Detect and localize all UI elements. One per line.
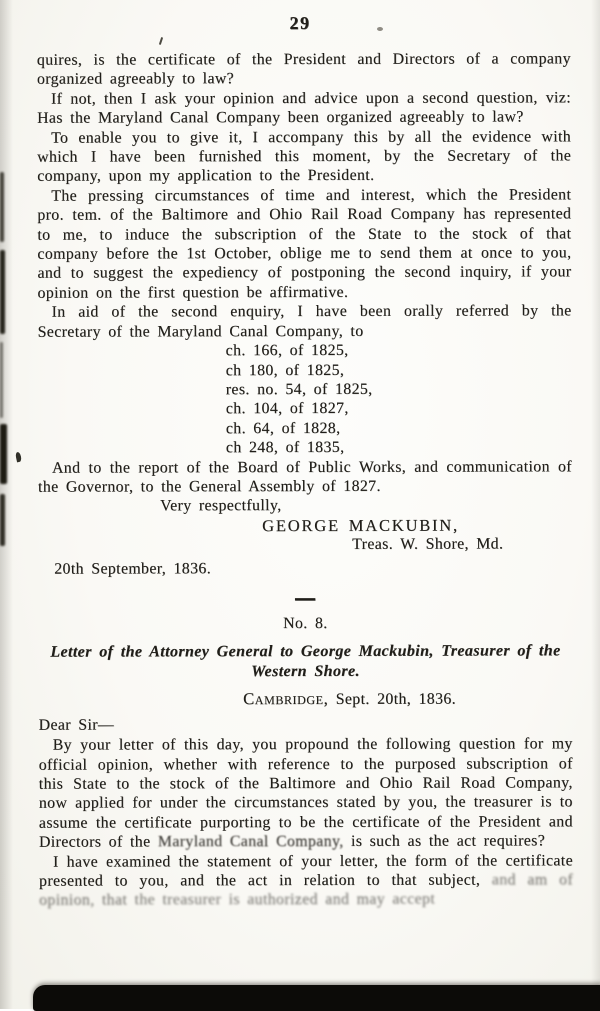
valediction: Very respectfully, xyxy=(160,497,282,515)
dateline xyxy=(83,689,600,711)
signature: GEORGE MACKUBIN, xyxy=(262,515,459,535)
scan-artifact-left-3 xyxy=(0,342,3,418)
paragraph: In aid of the second enquiry, I have been orally referred by the Secretary of the Maryland Canal Company, to xyxy=(37,302,572,341)
scan-artifact-left-5 xyxy=(0,494,5,546)
dateline-place: Cambridge, xyxy=(243,689,329,709)
page-number: 29 xyxy=(289,13,311,33)
smudged-text: Maryland Canal Company, xyxy=(157,833,344,851)
citation-line: ch. 104, of 1827, xyxy=(225,400,349,418)
citation-line: ch 248, of 1835, xyxy=(225,439,345,457)
section-divider: — xyxy=(295,578,316,616)
paragraph: And to the report of the Board of Public Works, and communication of the Governor, to the General Assembly of 1827. xyxy=(37,457,572,496)
citation-line: ch. 166, of 1825, xyxy=(225,341,349,360)
citation-line: ch 180, of 1825, xyxy=(225,361,345,379)
ink-speck xyxy=(159,37,163,45)
paragraph-text: is such as the act requires? xyxy=(350,832,546,851)
paragraph: quires, is the certificate of the President and Directors of a company organized agreeably to law? xyxy=(36,50,571,89)
paragraph: To enable you to give it, I accompany this by all the evidence with which I have been furnished this moment, by the Secretary of the company, upon my application to the President. xyxy=(37,127,572,186)
ink-speck xyxy=(377,27,383,31)
section-number: No. 8. xyxy=(283,614,328,633)
citation-line: ch. 64, of 1828, xyxy=(225,419,341,437)
scan-artifact-bottom-bar xyxy=(33,985,600,1011)
section-title: Letter of the Attorney General to George Mackubin, Treasurer of the Western Shore. xyxy=(50,642,561,681)
dateline-date: Sept. 20th, 1836. xyxy=(335,690,457,709)
paragraph-text: I have examined the statement of your letter, the form of the certificate presented to you, and the act in relation to that subject, xyxy=(39,851,574,890)
scan-artifact-left-2 xyxy=(0,250,5,334)
scan-artifact-left-1 xyxy=(0,172,4,242)
faded-text: and am of opinion, that the treasurer is authorized and may accept xyxy=(39,871,574,910)
letter-date: 20th September, 1836. xyxy=(54,559,212,578)
paragraph: The pressing circumstances of time and interest, which the President pro. tem. of the Baltimore and Ohio Rail Road Company has represented to me, to induce the subscription of the State to the stock of that company before the 1st October, oblige me to send them at once to you, and to suggest the expediency of postponing the second inquiry, if your opinion on the first question be affirmative. xyxy=(37,186,572,302)
ink-blot-artifact xyxy=(15,452,22,463)
paragraph xyxy=(39,851,573,911)
scan-artifact-left-4 xyxy=(0,424,7,484)
signature-title: Treas. W. Shore, Md. xyxy=(352,535,504,554)
paragraph-text: By your letter of this day, you propound the following question for my official opinion, whether with reference to the purposed subscription of this State to the stock of the Baltimore and Ohio Rail Road Company, now applied for under the circumstances stated by you, the treasurer is to assume the certificate purporting to be the certificate of the President and Directors of the xyxy=(38,735,573,851)
salutation: Dear Sir— xyxy=(38,716,115,734)
page-text xyxy=(37,49,573,910)
paragraph xyxy=(39,734,573,852)
paragraph: If not, then I ask your opinion and advice upon a second question, viz: Has the Maryland Canal Company been organized agreeably to law? xyxy=(37,89,572,127)
citation-line: res. no. 54, of 1825, xyxy=(225,380,373,399)
citation-list xyxy=(226,340,572,457)
